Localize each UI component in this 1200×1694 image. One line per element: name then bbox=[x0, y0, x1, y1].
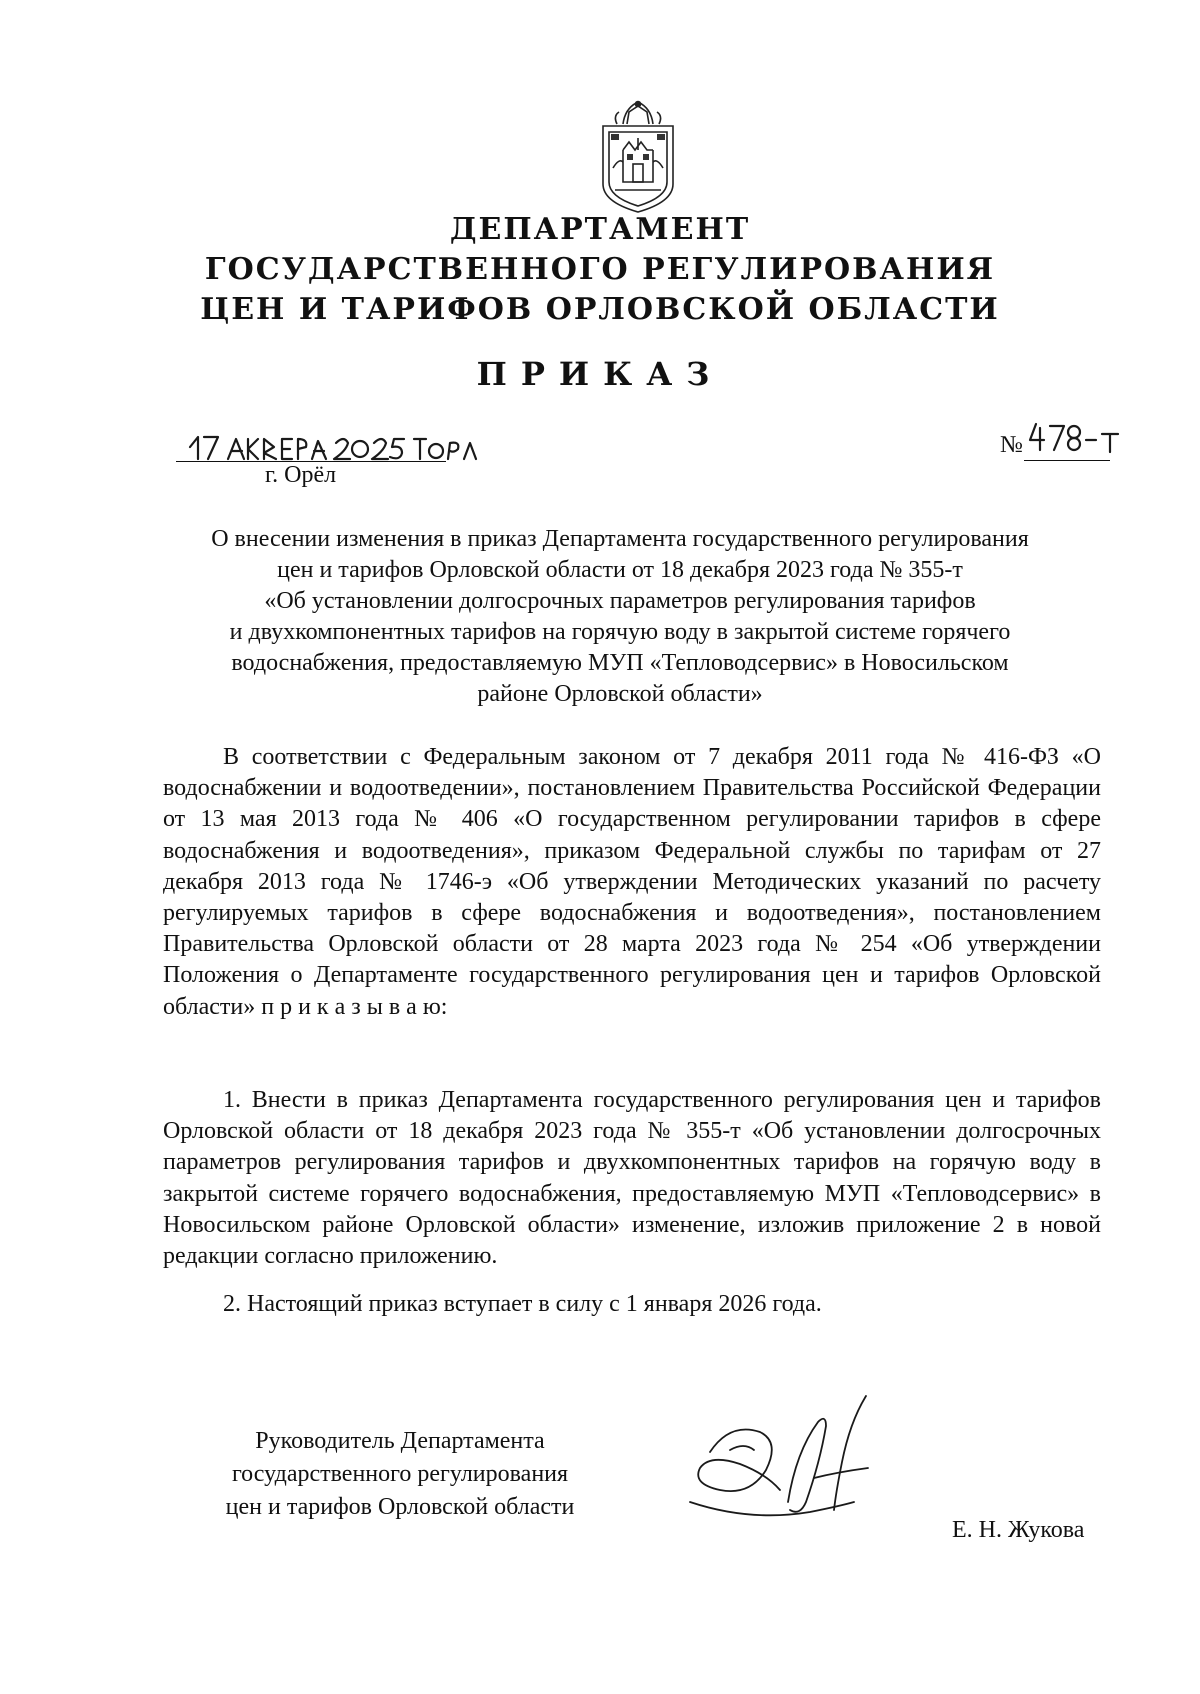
orel-oblast-coat-of-arms-icon bbox=[593, 98, 683, 216]
department-line-2: ГОСУДАРСТВЕННОГО РЕГУЛИРОВАНИЯ bbox=[204, 252, 996, 287]
department-title bbox=[150, 210, 1050, 330]
number-underline bbox=[1024, 460, 1110, 461]
item-2-text: 2. Настоящий приказ вступает в силу с 1 января 2026 года. bbox=[223, 1291, 822, 1317]
number-label: № bbox=[1000, 432, 1023, 458]
item-1-text: 1. Внести в приказ Департамента государственного регулирования цен и тарифов Орловской области от 18 декабря 2023 года № 355-т «Об установлении долгосрочных параметров регулирования тарифов и двухкомпонентных тарифов на горячую воду в закрытой системе горячего водоснабжения, предоставляемую МУП «Тепловодсервис» в Новосильском районе Орловской области» изменение, изложив приложение 2 в новой редакции согласно приложению. bbox=[163, 1087, 1101, 1270]
subject-line-1: О внесении изменения в приказ Департамента государственного регулирования bbox=[211, 526, 1029, 552]
handwritten-number bbox=[1026, 420, 1126, 454]
handwritten-date bbox=[188, 425, 478, 463]
document-type-heading: ПРИКАЗ bbox=[476, 355, 724, 393]
city-label: г. Орёл bbox=[265, 462, 337, 488]
preamble-paragraph bbox=[163, 742, 1101, 1023]
item-1-paragraph bbox=[163, 1085, 1101, 1272]
subject-line-2: цен и тарифов Орловской области от 18 декабря 2023 года № 355-т bbox=[277, 557, 963, 583]
department-line-3: ЦЕН И ТАРИФОВ ОРЛОВСКОЙ ОБЛАСТИ bbox=[200, 292, 1000, 327]
order-subject bbox=[170, 524, 1070, 710]
subject-line-4: и двухкомпонентных тарифов на горячую воду в закрытой системе горячего bbox=[229, 619, 1011, 645]
preamble-text: В соответствии с Федеральным законом от 7 декабря 2011 года № 416-ФЗ «О водоснабжении и водоотведении», постановлением Правительства Российской Федерации от 13 мая 2013 года № 406 «О государственном регулировании тарифов в сфере водоснабжения и водоотведения», приказом Федеральной службы по тарифам от 27 декабря 2013 года № 1746-э «Об утверждении Методических указаний по расчету регулируемых тарифов в сфере водоснабжения и водоотведения», постановлением Правительства Орловской области от 28 марта 2023 года № 254 «Об утверждении Положения о Департаменте государственного регулирования цен и тарифов Орловской области» п р и к а з ы в а ю: bbox=[163, 744, 1101, 1020]
signatory-title-line-2: государственного регулирования bbox=[231, 1461, 569, 1487]
subject-line-3: «Об установлении долгосрочных параметров регулирования тарифов bbox=[264, 588, 976, 614]
signatory-name: Е. Н. Жукова bbox=[952, 1517, 1085, 1543]
department-line-1: ДЕПАРТАМЕНТ bbox=[449, 212, 751, 247]
signatory-title bbox=[180, 1425, 620, 1524]
signatory-title-line-3: цен и тарифов Орловской области bbox=[225, 1494, 575, 1520]
signatory-title-line-1: Руководитель Департамента bbox=[255, 1428, 545, 1454]
subject-line-6: районе Орловской области» bbox=[477, 681, 763, 707]
item-2-paragraph bbox=[163, 1289, 1101, 1320]
subject-line-5: водоснабжения, предоставляемую МУП «Тепловодсервис» в Новосильском bbox=[231, 650, 1009, 676]
handwritten-signature bbox=[670, 1392, 900, 1547]
